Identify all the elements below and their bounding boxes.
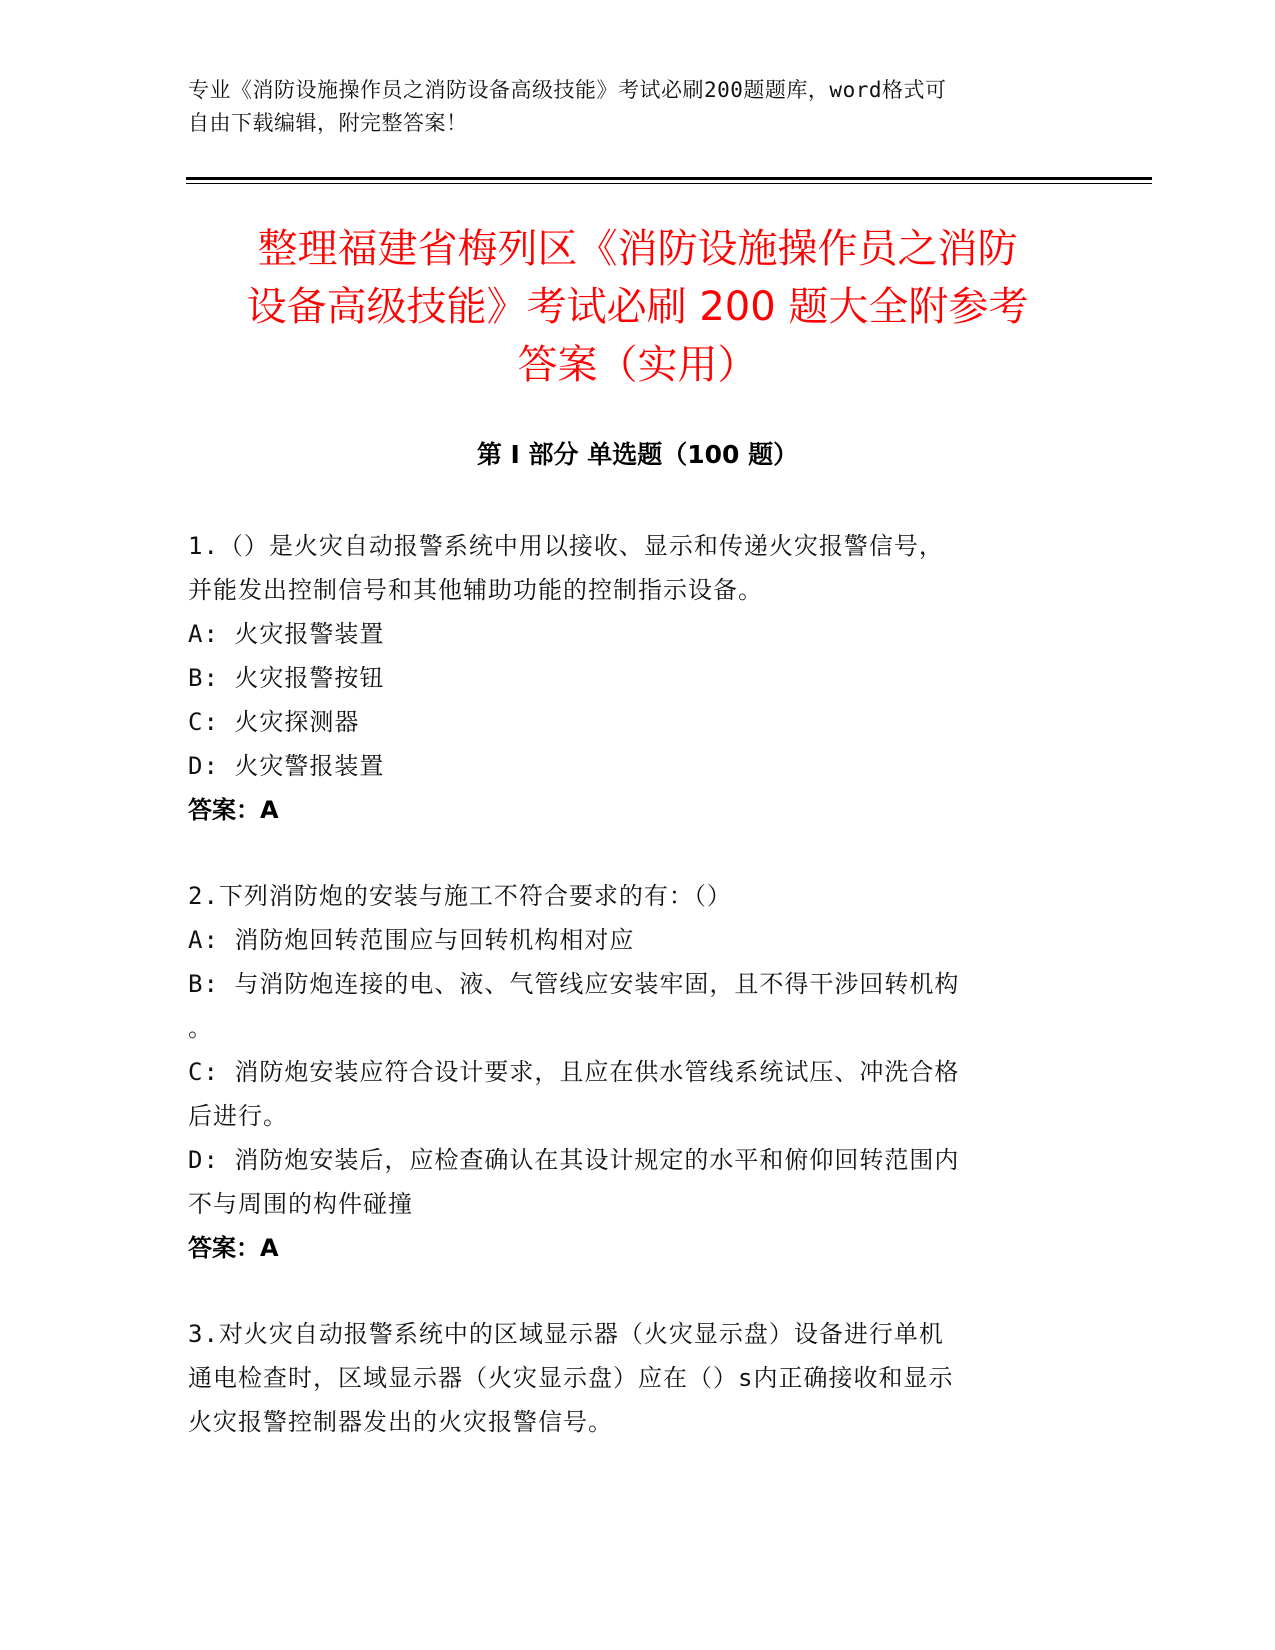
question-1-stem: 并能发出控制信号和其他辅助功能的控制指示设备。: [188, 576, 763, 604]
question-1-option-d: D: 火灾警报装置: [188, 752, 385, 780]
header-note-line: 专业《消防设施操作员之消防设备高级技能》考试必刷200题题库，word格式可: [188, 78, 947, 102]
question-3-stem: 通电检查时，区域显示器（火灾显示盘）应在（）s内正确接收和显示: [188, 1364, 954, 1392]
question-2-option-b: 。: [188, 1014, 213, 1042]
question-1-option-c: C: 火灾探测器: [188, 708, 360, 736]
question-2-answer: 答案：A: [188, 1234, 279, 1262]
question-1-option-a: A: 火灾报警装置: [188, 620, 385, 648]
question-2-option-d: D: 消防炮安装后，应检查确认在其设计规定的水平和俯仰回转范围内: [188, 1146, 960, 1174]
title-line: 整理福建省梅列区《消防设施操作员之消防: [257, 226, 1018, 272]
question-2-option-c: C: 消防炮安装应符合设计要求，且应在供水管线系统试压、冲洗合格: [188, 1058, 960, 1086]
document-title: [170, 220, 1105, 394]
question-3-stem: 3.对火灾自动报警系统中的区域显示器（火灾显示盘）设备进行单机: [188, 1320, 944, 1348]
question-2-option-c: 后进行。: [188, 1102, 288, 1130]
title-line: 设备高级技能》考试必刷 200 题大全附参考: [246, 284, 1029, 330]
header-note-line: 自由下载编辑，附完整答案！: [188, 111, 468, 135]
question-2-stem: 2.下列消防炮的安装与施工不符合要求的有：（）: [188, 882, 732, 910]
section-title: 第 I 部分 单选题（100 题）: [476, 440, 799, 469]
title-line: 答案（实用）: [517, 342, 758, 388]
question-3-stem: 火灾报警控制器发出的火灾报警信号。: [188, 1408, 613, 1436]
question-2-option-b: B: 与消防炮连接的电、液、气管线应安装牢固，且不得干涉回转机构: [188, 970, 960, 998]
question-1-answer: 答案：A: [188, 796, 279, 824]
question-1-stem: 1.（）是火灾自动报警系统中用以接收、显示和传递火灾报警信号，: [188, 532, 944, 560]
header-divider-thick: [186, 177, 1152, 180]
header-divider-thin: [186, 183, 1152, 184]
question-1-option-b: B: 火灾报警按钮: [188, 664, 385, 692]
header-note: [188, 74, 1068, 140]
question-2-option-d: 不与周围的构件碰撞: [188, 1190, 413, 1218]
question-2-option-a: A: 消防炮回转范围应与回转机构相对应: [188, 926, 635, 954]
